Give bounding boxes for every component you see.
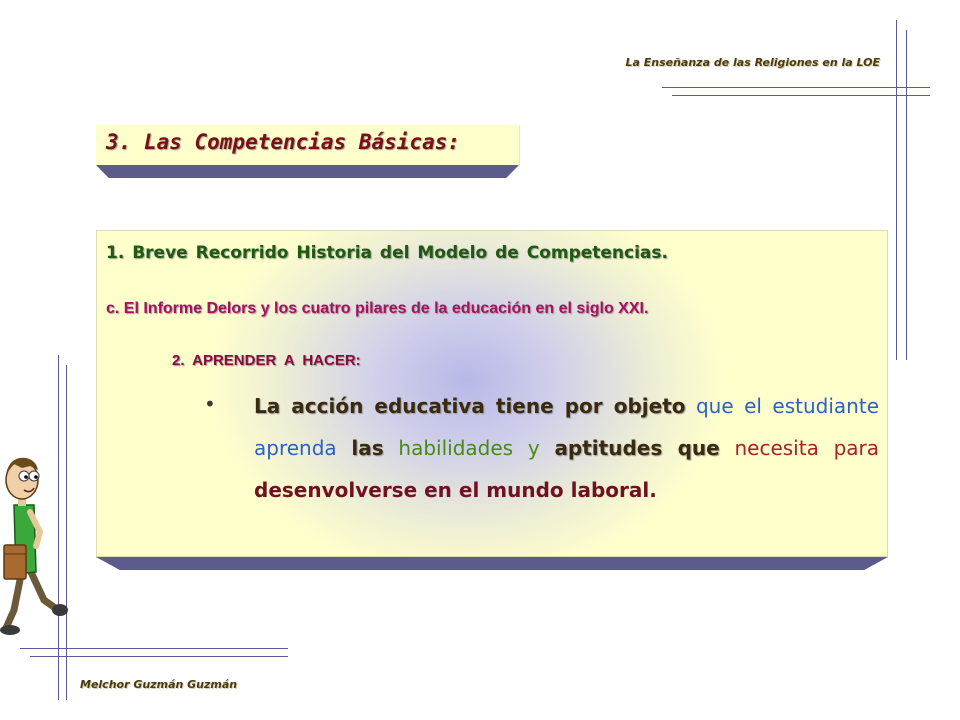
bullet-text-part4: habilidades y bbox=[383, 436, 555, 460]
frame-line-top-upper bbox=[662, 87, 930, 88]
header-title: La Enseñanza de las Religiones en la LOE bbox=[625, 56, 880, 69]
section-title-shadow bbox=[96, 165, 519, 178]
bullet-text-part1: La acción educativa tiene por objeto bbox=[254, 394, 686, 418]
footer-author: Melchor Guzmán Guzmán bbox=[80, 678, 238, 691]
frame-line-right-inner bbox=[906, 30, 907, 360]
frame-line-top-lower bbox=[672, 95, 930, 96]
subsubheading: c. El Informe Delors y los cuatro pilares de la educación en el siglo XXI. bbox=[106, 300, 649, 317]
student-figure-icon bbox=[0, 450, 70, 635]
frame-line-right-outer bbox=[896, 20, 897, 360]
bullet-text-part2: que el estudiante aprenda bbox=[254, 394, 880, 460]
section-title: 3. Las Competencias Básicas: bbox=[106, 130, 461, 154]
content-panel-shadow bbox=[96, 557, 888, 570]
bullet-text-part6: necesita para bbox=[719, 436, 880, 460]
frame-line-bottom-upper bbox=[20, 648, 288, 649]
frame-line-bottom-lower bbox=[30, 656, 288, 657]
bullet-text-part3: las bbox=[351, 436, 384, 460]
pillar-heading: 2. APRENDER A HACER: bbox=[172, 352, 361, 369]
subheading: 1. Breve Recorrido Historia del Modelo de Competencias. bbox=[106, 243, 668, 263]
bullet-text-part5: aptitudes que bbox=[554, 436, 720, 460]
bullet-icon: • bbox=[204, 392, 216, 416]
bullet-paragraph bbox=[254, 385, 879, 511]
bullet-text-part7: desenvolverse en el mundo laboral. bbox=[254, 478, 657, 502]
